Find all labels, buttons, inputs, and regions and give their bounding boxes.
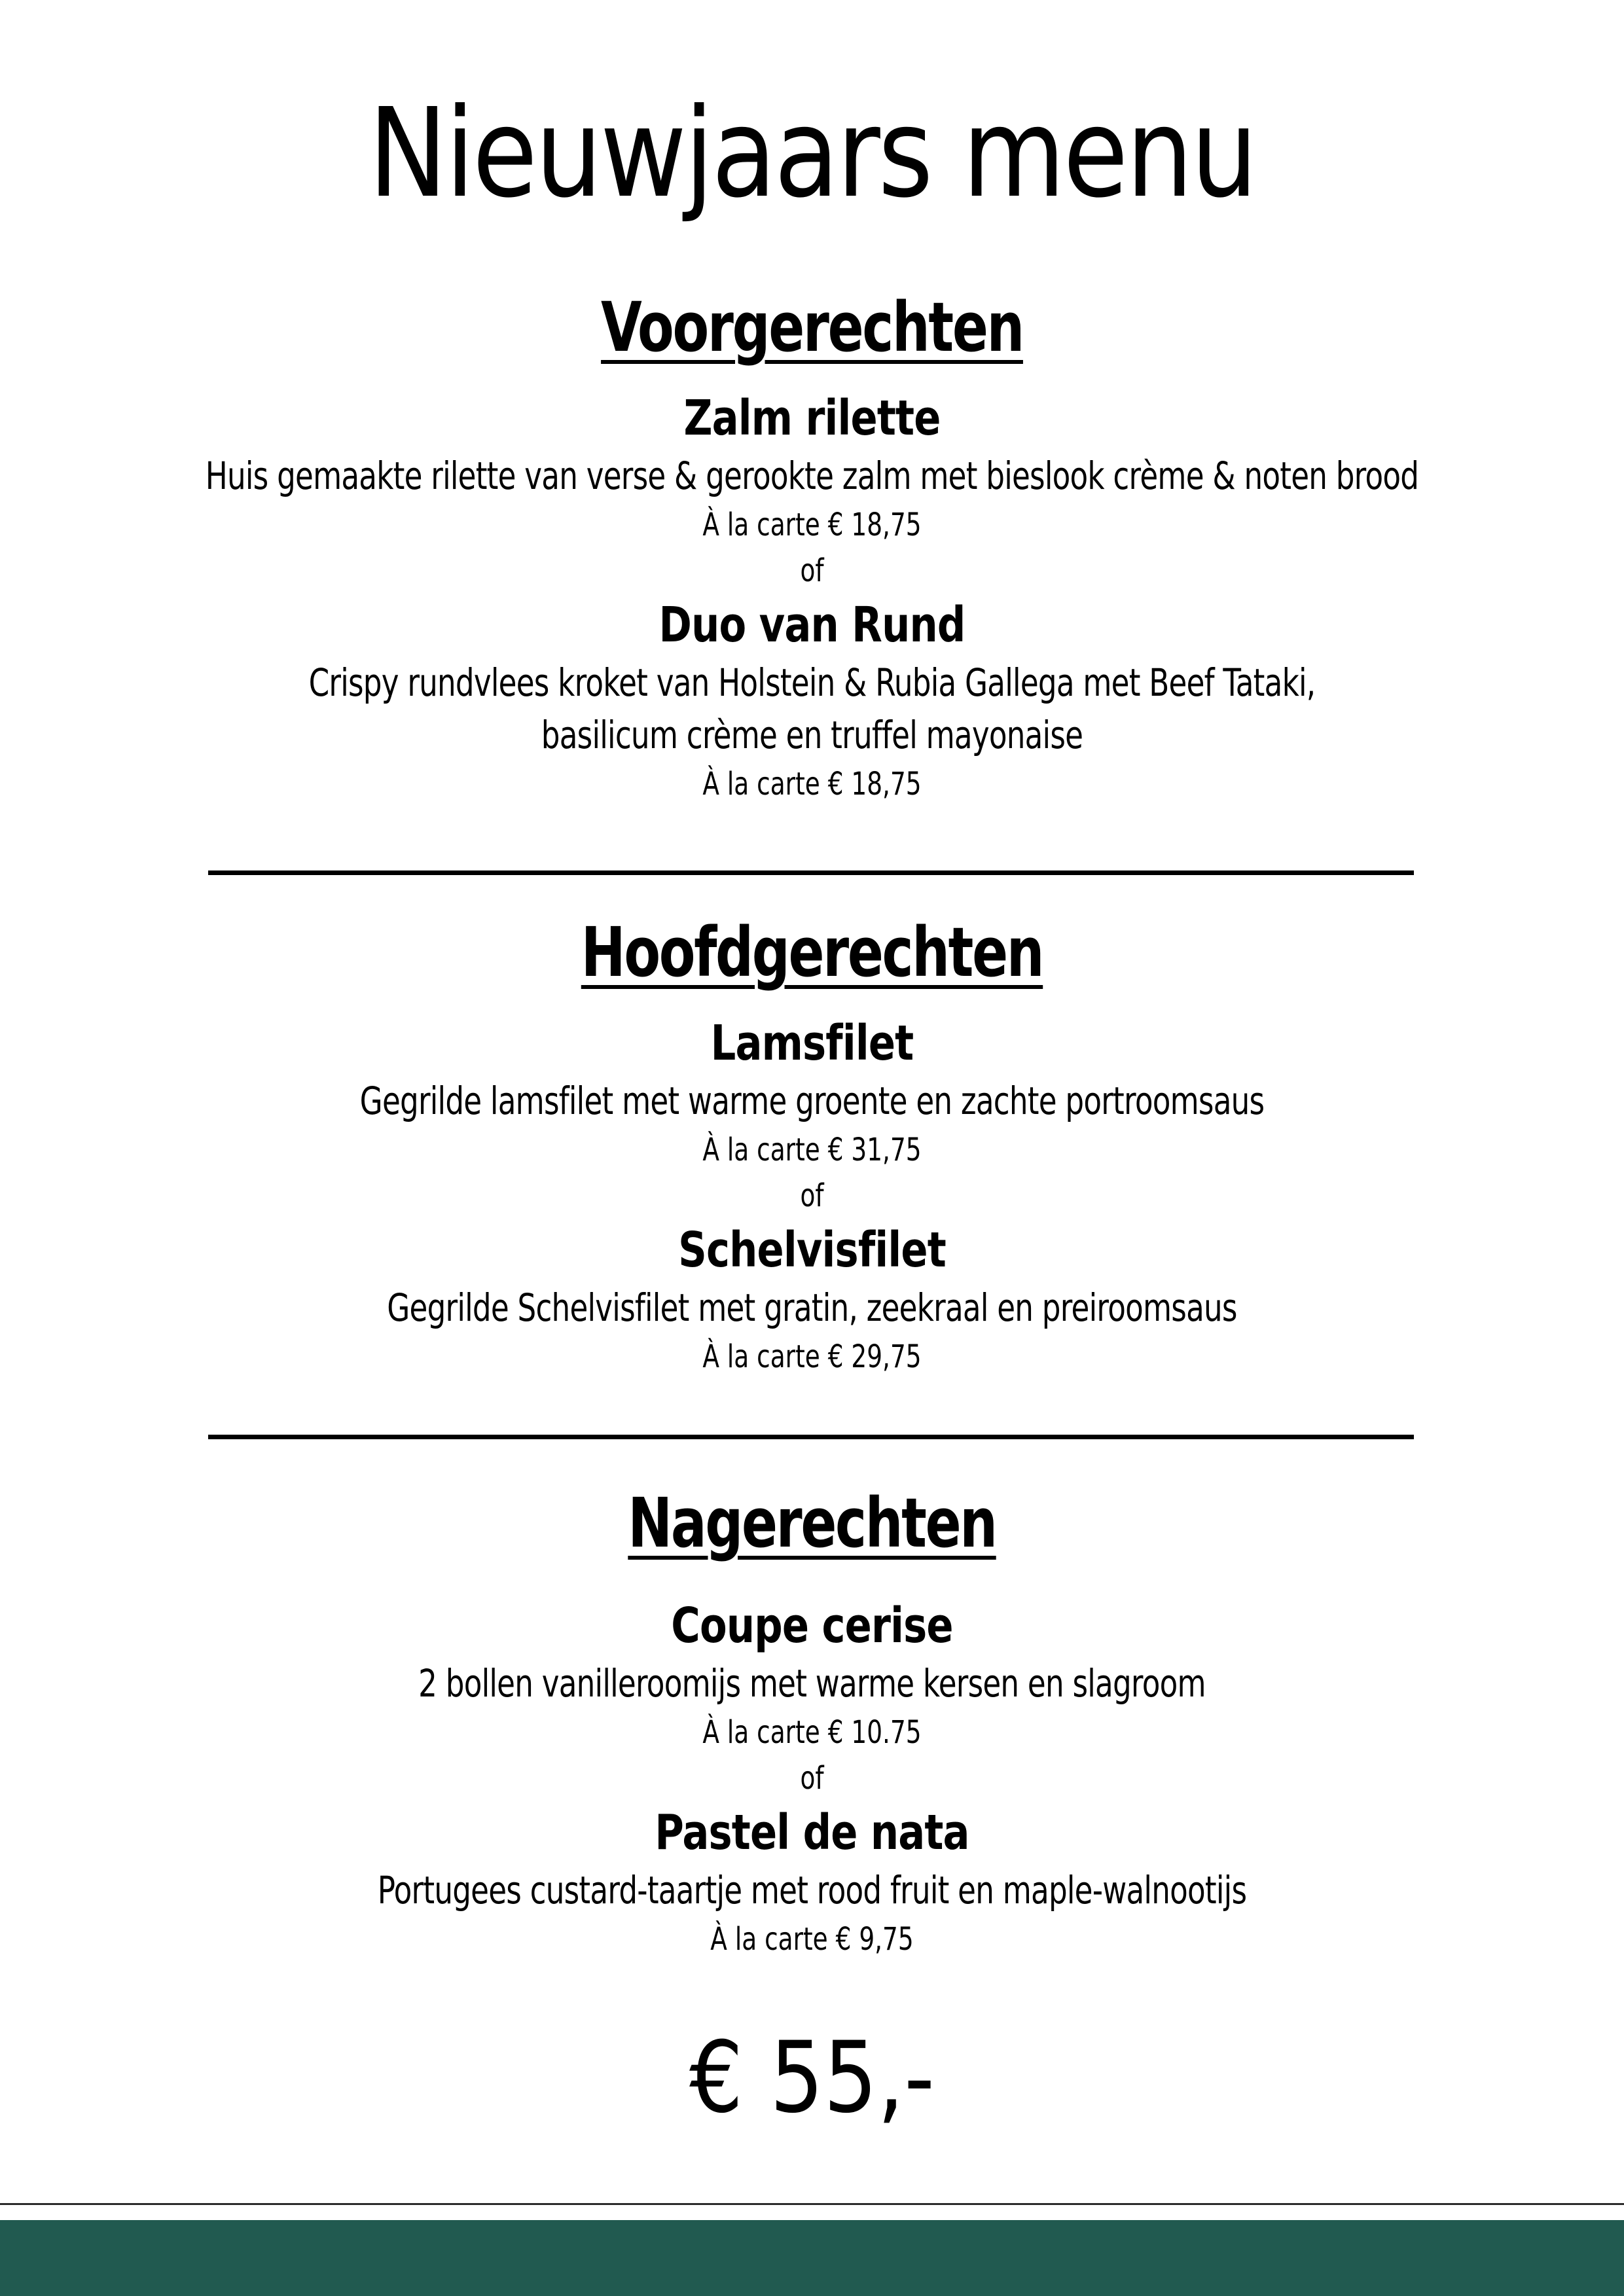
dish-name: Lamsfilet (710, 1015, 914, 1071)
dish-price: À la carte € 9,75 (710, 1921, 914, 1958)
dish-description: 2 bollen vanilleroomijs met warme kersen en slagroom (418, 1661, 1206, 1706)
menu-title: Nieuwjaars menu (368, 82, 1256, 225)
dish-description: basilicum crème en truffel mayonaise (541, 713, 1083, 757)
dish-description: Portugees custard-taartje met rood fruit en maple-walnootijs (377, 1868, 1247, 1912)
dish-price: À la carte € 31,75 (702, 1132, 922, 1168)
section-hoofdgerechten (0, 910, 1624, 1380)
dish-name: Zalm rilette (683, 390, 941, 446)
dish-description: Crispy rundvlees kroket van Holstein & Rubia Gallega met Beef Tataki, (308, 660, 1316, 705)
dish-name: Pastel de nata (655, 1804, 969, 1861)
section-divider (208, 870, 1414, 875)
or-separator: of (800, 552, 824, 589)
or-separator: of (800, 1177, 824, 1214)
section-divider (208, 1435, 1414, 1439)
footer-band (0, 2220, 1624, 2296)
section-voorgerechten (0, 285, 1624, 807)
or-separator: of (800, 1760, 824, 1797)
dish-description: Gegrilde lamsfilet met warme groente en zachte portroomsaus (359, 1079, 1265, 1123)
dish-price: À la carte € 18,75 (702, 507, 922, 543)
section-heading: Nagerechten (628, 1483, 996, 1563)
footer-divider-line (0, 2203, 1624, 2205)
dish-description: Huis gemaakte rilette van verse & gerookte zalm met bieslook crème & noten brood (205, 454, 1419, 498)
section-nagerechten (0, 1480, 1624, 1962)
section-heading: Voorgerechten (601, 287, 1023, 367)
dish-price: À la carte € 18,75 (702, 766, 922, 802)
dish-description: Gegrilde Schelvisfilet met gratin, zeekraal en preiroomsaus (387, 1285, 1237, 1330)
dish-name: Coupe cerise (671, 1598, 953, 1654)
total-menu-price: € 55,- (689, 2021, 935, 2135)
section-heading: Hoofdgerechten (581, 912, 1043, 992)
dish-name: Schelvisfilet (678, 1222, 946, 1278)
dish-name: Duo van Rund (659, 597, 965, 653)
dish-price: À la carte € 10.75 (702, 1714, 922, 1751)
dish-price: À la carte € 29,75 (702, 1338, 922, 1375)
